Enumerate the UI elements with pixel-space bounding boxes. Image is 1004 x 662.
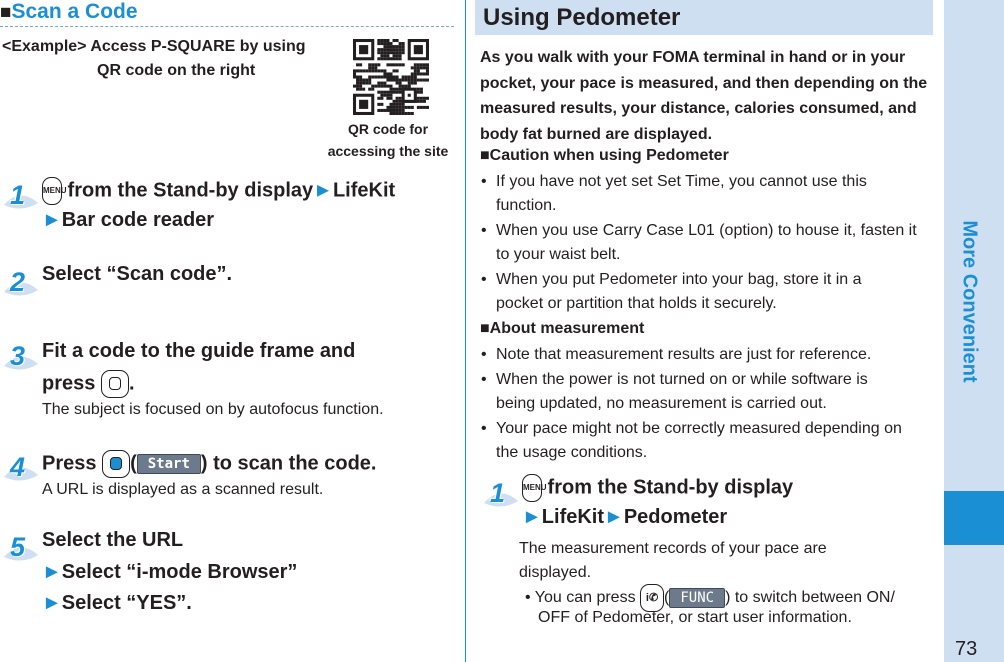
- step-number-3: 3: [2, 344, 40, 370]
- step-2-line: Select “Scan code”.: [42, 263, 233, 285]
- measure-title: ■About measurement: [480, 320, 645, 337]
- center-key-icon: [101, 370, 129, 398]
- caution-item: • When you put Pedometer into your bag, store it in a pocket or partition that holds it securely.: [481, 271, 862, 312]
- pedometer-heading-text: Using Pedometer: [483, 4, 681, 31]
- measure-item: • Your pace might not be correctly measured depending on the usage conditions.: [481, 420, 902, 461]
- measure-item: • When the power is not turned on or while software is being updated, no measurement is carried out.: [481, 371, 868, 412]
- pedometer-step-bullet-2: OFF of Pedometer, or start user information.: [538, 609, 852, 626]
- section-rule: [0, 26, 454, 27]
- qr-caption-line-1: QR code for: [347, 121, 429, 137]
- caution-item: • If you have not yet set Set Time, you cannot use this function.: [481, 173, 867, 214]
- caution-title: ■Caution when using Pedometer: [480, 147, 729, 164]
- step-3-line-1: Fit a code to the guide frame and: [42, 340, 356, 362]
- example-line-1: <Example> Access P-SQUARE by using: [2, 38, 306, 55]
- step-number-4: 4: [2, 455, 40, 481]
- step-5-line-2: ►Select “i-mode Browser”: [42, 561, 298, 583]
- example-line-2: QR code on the right: [97, 62, 256, 79]
- chapter-sidebar: [944, 0, 1004, 662]
- section-title-text: Scan a Code: [11, 0, 138, 23]
- chapter-label: More Convenient: [958, 220, 981, 383]
- qr-code: [353, 39, 429, 115]
- center-key-blue-icon: [102, 450, 130, 478]
- step-number-5: 5: [2, 535, 40, 561]
- section-title: [0, 0, 138, 24]
- section-marker: ■: [0, 2, 12, 23]
- start-softkey-label: Start: [137, 454, 201, 474]
- pedometer-intro: As you walk with your FOMA terminal in hand or in your pocket, your pace is measured, and then depending on the measured results, your distance, calories consumed, and body fat burned are displayed.: [480, 49, 928, 143]
- step-number-2: 2: [2, 270, 40, 296]
- caution-item: • When you use Carry Case L01 (option) to house it, fasten it to your waist belt.: [481, 222, 917, 263]
- step-1-line-2: ►Bar code reader: [42, 209, 215, 231]
- menu-key-icon: MENU: [42, 177, 62, 205]
- qr-caption-line-2: accessing the site: [327, 143, 449, 159]
- step-3-line-2: press .: [42, 370, 135, 398]
- pedometer-step-line-1: MENU from the Stand-by display: [522, 474, 793, 502]
- page-number: 73: [955, 638, 978, 660]
- step-number-1: 1: [2, 183, 40, 209]
- pedometer-step-note: The measurement records of your pace are displayed.: [519, 540, 827, 581]
- column-divider: [465, 0, 466, 662]
- step-4-line: Press ( Start ) to scan the code.: [42, 450, 376, 478]
- pedometer-step-bullet-1: • You can press i✆ ( FUNC ) to switch between ON/: [525, 584, 895, 612]
- measure-item: • Note that measurement results are just for reference.: [481, 346, 872, 363]
- i-mode-key-icon: i✆: [640, 584, 664, 612]
- pedometer-step-line-2: ►LifeKit►Pedometer: [522, 506, 728, 528]
- step-1-line-1: MENU from the Stand-by display►LifeKit: [42, 177, 395, 205]
- menu-key-icon: MENU: [522, 474, 542, 502]
- step-3-note: The subject is focused on by autofocus function.: [42, 401, 384, 418]
- step-4-note: A URL is displayed as a scanned result.: [42, 481, 324, 498]
- chapter-tab-marker: [944, 491, 1004, 545]
- step-5-line-1: Select the URL: [42, 529, 184, 551]
- pedometer-heading: [475, 0, 933, 35]
- pedometer-step-number-1: 1: [482, 481, 520, 507]
- step-5-line-3: ►Select “YES”.: [42, 592, 192, 614]
- func-softkey-label: FUNC: [669, 588, 725, 608]
